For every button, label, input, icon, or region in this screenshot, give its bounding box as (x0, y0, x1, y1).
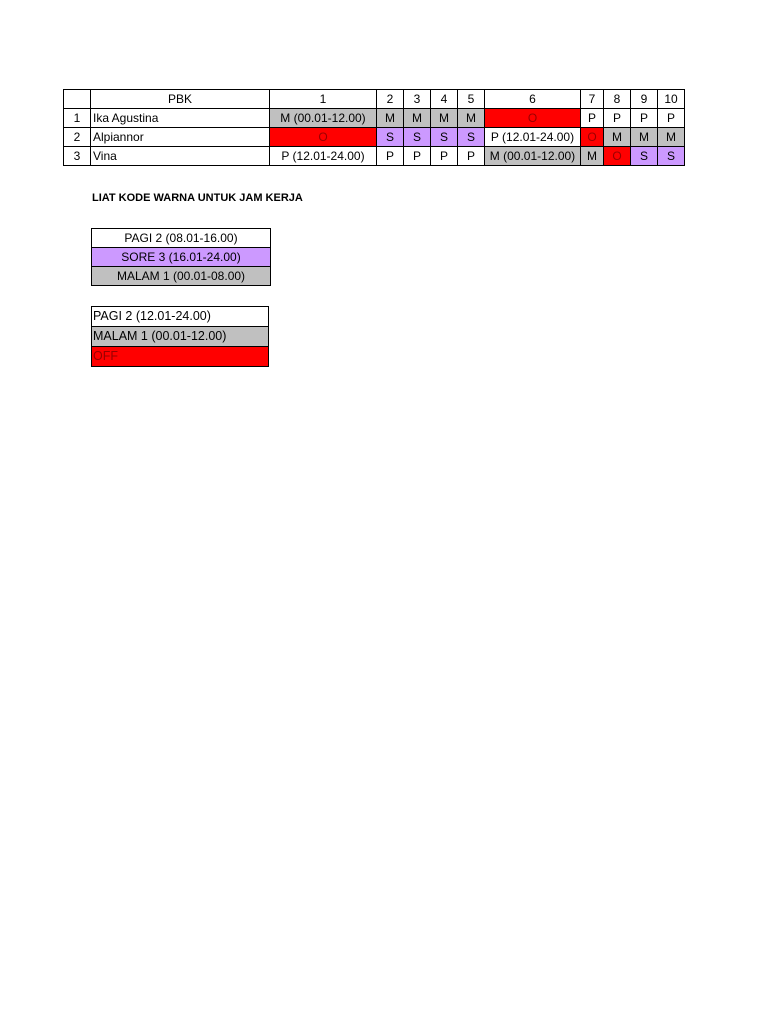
legend-heading: LIAT KODE WARNA UNTUK JAM KERJA (92, 192, 303, 204)
header-unit-cell[interactable]: PBK (91, 90, 270, 109)
schedule-row (64, 109, 685, 128)
header-day-4[interactable]: 4 (431, 90, 458, 109)
shift-cell-day-7[interactable]: P (581, 109, 604, 128)
shift-cell-day-3[interactable]: S (404, 128, 431, 147)
row-number-cell[interactable]: 2 (64, 128, 91, 147)
employee-name-cell[interactable]: Ika Agustina (91, 109, 270, 128)
shift-cell-day-9[interactable]: M (631, 128, 658, 147)
row-number-cell[interactable]: 1 (64, 109, 91, 128)
shift-cell-day-1[interactable]: M (00.01-12.00) (270, 109, 377, 128)
header-day-5[interactable]: 5 (458, 90, 485, 109)
header-day-2[interactable]: 2 (377, 90, 404, 109)
schedule-row (64, 147, 685, 166)
legend-two-shift-row (92, 347, 269, 367)
shift-cell-day-10[interactable]: P (658, 109, 685, 128)
shift-cell-day-6[interactable]: M (00.01-12.00) (485, 147, 581, 166)
shift-cell-day-3[interactable]: P (404, 147, 431, 166)
header-day-6[interactable]: 6 (485, 90, 581, 109)
shift-cell-day-8[interactable]: O (604, 147, 631, 166)
schedule-table (63, 89, 685, 166)
legend-three-shift-row (92, 267, 271, 286)
header-day-9[interactable]: 9 (631, 90, 658, 109)
header-day-7[interactable]: 7 (581, 90, 604, 109)
legend-three-shift-row (92, 248, 271, 267)
header-day-10[interactable]: 10 (658, 90, 685, 109)
shift-cell-day-9[interactable]: P (631, 109, 658, 128)
shift-cell-day-1[interactable]: O (270, 128, 377, 147)
header-day-3[interactable]: 3 (404, 90, 431, 109)
schedule-row (64, 128, 685, 147)
shift-cell-day-8[interactable]: M (604, 128, 631, 147)
legend-three-shift-cell[interactable]: SORE 3 (16.01-24.00) (92, 248, 271, 267)
employee-name-cell[interactable]: Alpiannor (91, 128, 270, 147)
header-day-8[interactable]: 8 (604, 90, 631, 109)
shift-cell-day-1[interactable]: P (12.01-24.00) (270, 147, 377, 166)
shift-cell-day-9[interactable]: S (631, 147, 658, 166)
shift-cell-day-2[interactable]: S (377, 128, 404, 147)
legend-two-shift-row (92, 327, 269, 347)
shift-cell-day-4[interactable]: S (431, 128, 458, 147)
shift-cell-day-4[interactable]: M (431, 109, 458, 128)
shift-cell-day-6[interactable]: O (485, 109, 581, 128)
shift-cell-day-10[interactable]: M (658, 128, 685, 147)
legend-three-shift-row (92, 229, 271, 248)
shift-cell-day-8[interactable]: P (604, 109, 631, 128)
legend-two-shift-cell[interactable]: MALAM 1 (00.01-12.00) (92, 327, 269, 347)
shift-cell-day-5[interactable]: S (458, 128, 485, 147)
shift-cell-day-7[interactable]: O (581, 128, 604, 147)
shift-cell-day-10[interactable]: S (658, 147, 685, 166)
legend-three-shift-cell[interactable]: MALAM 1 (00.01-08.00) (92, 267, 271, 286)
legend-two-shift-cell[interactable]: OFF (92, 347, 269, 367)
legend-three-shift-cell[interactable]: PAGI 2 (08.01-16.00) (92, 229, 271, 248)
employee-name-cell[interactable]: Vina (91, 147, 270, 166)
shift-cell-day-3[interactable]: M (404, 109, 431, 128)
legend-two-shift (91, 306, 269, 367)
shift-cell-day-6[interactable]: P (12.01-24.00) (485, 128, 581, 147)
header-blank-cell[interactable] (64, 90, 91, 109)
shift-cell-day-2[interactable]: P (377, 147, 404, 166)
legend-two-shift-row (92, 307, 269, 327)
shift-cell-day-7[interactable]: M (581, 147, 604, 166)
schedule-header-row (64, 90, 685, 109)
shift-cell-day-5[interactable]: M (458, 109, 485, 128)
legend-three-shift (91, 228, 271, 286)
row-number-cell[interactable]: 3 (64, 147, 91, 166)
shift-cell-day-2[interactable]: M (377, 109, 404, 128)
shift-cell-day-4[interactable]: P (431, 147, 458, 166)
shift-cell-day-5[interactable]: P (458, 147, 485, 166)
header-day-1[interactable]: 1 (270, 90, 377, 109)
legend-two-shift-cell[interactable]: PAGI 2 (12.01-24.00) (92, 307, 269, 327)
